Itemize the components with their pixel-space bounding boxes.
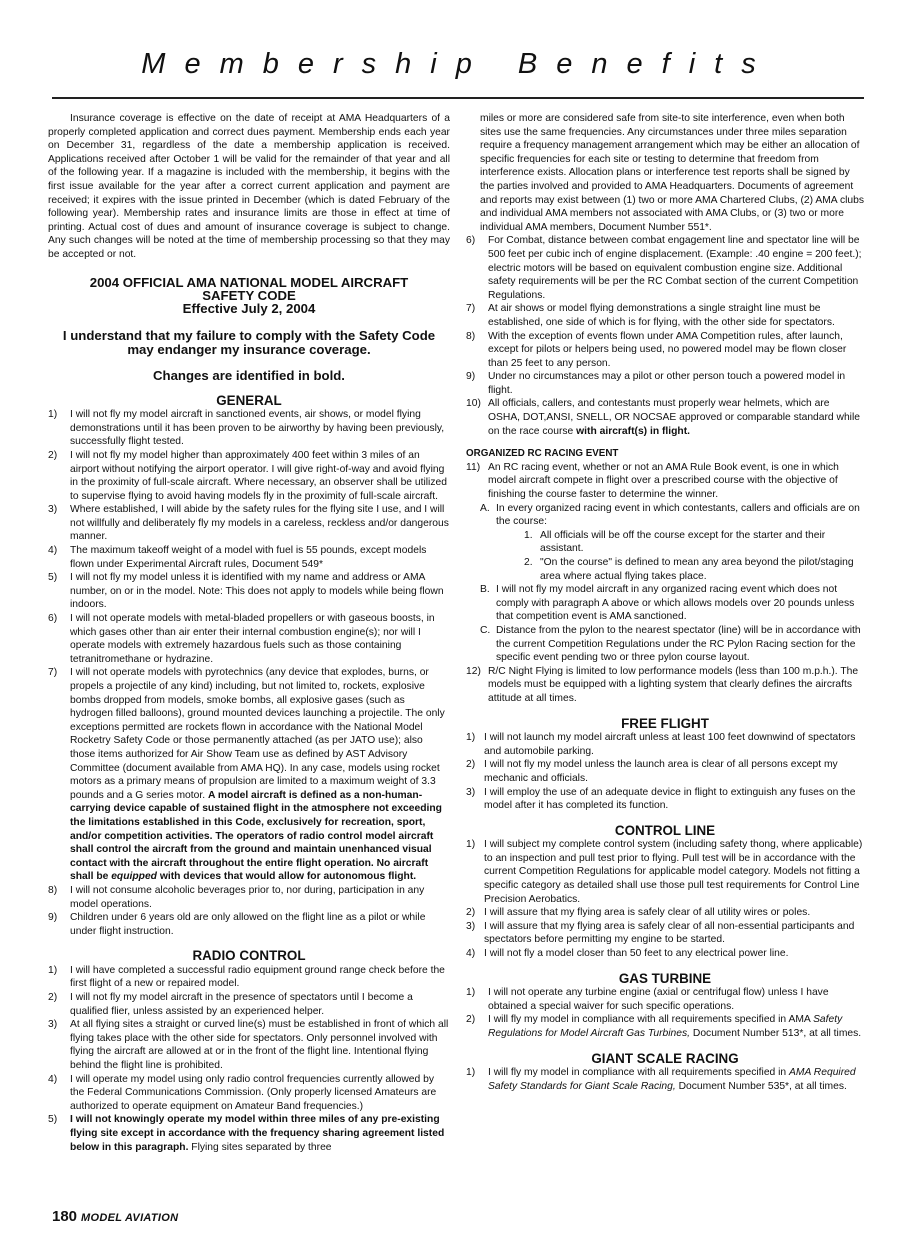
magazine-name: MODEL AVIATION (81, 1212, 179, 1224)
rc-racing-subheading: ORGANIZED RC RACING EVENT (466, 448, 619, 460)
control-line-heading: CONTROL LINE (614, 822, 716, 838)
gas-turbine-item-2: 2) I will fly my model in compliance with all requirements specified in AMA Safety Regulations for Model Aircraft Gas Turbines, Document Number 513*, at all times. (466, 1014, 862, 1039)
general-item-1: 1) I will not fly my model aircraft in sanctioned events, air shows, or model flying demonstrations until it has been proven to be airworthy by having been previously, successfully flight tested. (48, 409, 445, 448)
left-column (48, 112, 450, 1154)
radio-item-5-continued: miles or more are considered safe from site-to site interference, even when both sites use the same frequencies. Any circumstances under three miles separation require a frequency management arrangement which may be either an allocation of specific frequencies for each site or testing to determine that freedom from interference exists. Allocation plans or interference test reports shall be signed by the parties involved and provided to AMA Headquarters. Documents of agreement and reports may exist between (1) two or more AMA Chartered Clubs, (2) AMA clubs and individual AMA members not associated with AMA Clubs, or (3) two or more individual AMA members, Document Number 551*. (480, 113, 865, 233)
general-heading: GENERAL (216, 392, 282, 408)
code-title-effective: Effective July 2, 2004 (182, 300, 316, 316)
radio-item-9: 9) Under no circumstances may a pilot or other person touch a powered model in flight. (466, 371, 846, 396)
general-item-3: 3) Where established, I will abide by the safety rules for the flying site I use, and I will not willfully and deliberately fly my models in a careless, reckless and/or dangerous manner. (48, 504, 449, 543)
general-item-7: 7) I will not operate models with pyrotechnics (any device that explodes, burns, or propels a projectile of any kind) including, but not limited to, rockets, explosive bombs dropped from models, smoke bombs, all explosive gases (such as hydrogen filled balloons), ground mounted devices launching a projectile. The only exceptions permitted are rockets flown in accordance with the National Model Rocketry Safety Code or those permanently attached (as per JATO use); also those items authorized for Air Show Team use as defined by AST Advisory Committee (document available from AMA HQ). In any case, models using rocket motors as a primary means of propulsion are limited to a maximum weight of 3.3 pounds and a G series motor. A model aircraft is defined as a non-human-carrying device capable of sustained flight in the atmosphere not exceeding the limitations established in this Code, exclusively for recreation, sport, and/or competition activities. The operators of radio control model aircraft shall control the aircraft from the ground and maintain unenhanced visual contact with the aircraft throughout the entire flight operation. No aircraft shall be equipped with devices that would allow for autonomous flight. (48, 667, 445, 883)
radio-item-7: 7) At air shows or model flying demonstrations a single straight line must be established, one side of which is for flying, with the other side for spectators. (466, 303, 835, 328)
intro-paragraph: Insurance coverage is effective on the date of receipt at AMA Headquarters of a properly completed application and correct dues payment. Membership ends each year on December 31, regardless of the date a membership application is received. Applications received after October 1 will be valid for the remainder of that year and all of the following year. If a magazine is included with the membership, it begins with the first issue available for the year after a correct current application and payment are received; it expires with the issue printed in December (which is dated February of the following year). Membership rates and insurance limits are those in effect at time of printing. Actual cost of dues and amount of insurance coverage is subject to change. Any such changes will be noted at the time of membership processing so that they may be accepted or not. (48, 113, 450, 260)
page-footer (52, 1208, 178, 1225)
general-item-8: 8) I will not consume alcoholic beverages prior to, nor during, participation in any model operations. (48, 884, 425, 910)
radio-item-2: 2) I will not fly my model aircraft in the presence of spectators until I become a qualified flier, unless assisted by an experienced helper. (48, 992, 413, 1017)
free-flight-item-3: 3) I will employ the use of an adequate device in flight to extinguish any fuses on the model after it has completed its function. (466, 786, 856, 812)
rc-racing-item-12: 12) R/C Night Flying is limited to low performance models (less than 100 m.p.h.). The models must be equipped with a lighting system that clearly defines the aircrafts attitude at all times. (466, 665, 859, 704)
page-number: 180 (52, 1208, 78, 1225)
code-title-line2: SAFETY CODE (202, 287, 296, 303)
insurance-warning: I understand that my failure to comply with the Safety Code may endanger my insurance coverage. (62, 327, 436, 357)
free-flight-item-2: 2) I will not fly my model unless the launch area is clear of all persons except my mechanic and officials. (466, 759, 838, 784)
radio-item-5: 5) I will not knowingly operate my model within three miles of any pre-existing flying site except in accordance with the frequency sharing agreement listed below in this paragraph. Flying sites separated by three (48, 1114, 445, 1153)
free-flight-heading: FREE FLIGHT (621, 715, 709, 731)
radio-item-3: 3) At all flying sites a straight or curved line(s) must be established in front of which all flying takes place with the other side for spectators. Only personnel involved with flying the aircraft are allowed at or in the front of the flight line. Intentional flying behind the flight line is prohibited. (48, 1019, 449, 1072)
rc-racing-item-11: 11) An RC racing event, whether or not an AMA Rule Book event, is one in which model aircraft compete in flight over a prescribed course with the objective of finishing the course faster to determine the winner. (466, 461, 839, 501)
radio-item-6: 6) For Combat, distance between combat engagement line and spectator line will be 500 feet per cubic inch of engine displacement. (Example: .40 engine = 200 feet.); electric motors will be based on equivalent combustion engine size. Additional safety requirements will be per the RC Combat section of the current Competition Regulations. (466, 235, 862, 301)
general-item-4: 4) The maximum takeoff weight of a model with fuel is 55 pounds, except models flown under Experimental Aircraft rules, Document 549* (48, 545, 427, 570)
right-column (466, 112, 864, 1093)
free-flight-item-1: 1) I will not launch my model aircraft unless at least 100 feet downwind of spectators and automobile parking. (466, 732, 856, 757)
general-item-9: 9) Children under 6 years old are only allowed on the flight line as a pilot or while under flight instruction. (48, 912, 426, 937)
radio-item-8: 8) With the exception of events flown under AMA Competition rules, after launch, except for pilots or helpers being used, no powered model may be flown closer than 25 feet to any person. (466, 330, 847, 369)
rc-racing-item-c: C. Distance from the pylon to the nearest spectator (line) will be in accordance with the current Competition Regulations under the RC Pylon Racing section for the specific event pending two or three pylon course layout. (480, 624, 861, 664)
radio-item-10: 10) All officials, callers, and contestants must properly wear helmets, which are OSHA, DOT,ANSI, SNELL, OR NOCSAE approved or comparable standard while on the race course with aircraft(s) in flight. (466, 398, 860, 437)
control-line-item-4: 4) I will not fly a model closer than 50 feet to any electrical power line. (466, 948, 789, 960)
title-rule (52, 97, 864, 99)
general-item-5: 5) I will not fly my model unless it is identified with my name and address or AMA number, on or in the model. Note: This does not apply to models while being flown indoors. (48, 572, 444, 611)
radio-control-heading: RADIO CONTROL (192, 948, 306, 964)
general-item-6: 6) I will not operate models with metal-bladed propellers or with gaseous boosts, in which gases other than air enter their internal combustion engine(s); nor will I operate models with extremely hazardous fuels such as those containing tetranitromethane or hydrazine. (48, 613, 435, 665)
gas-turbine-item-1: 1) I will not operate any turbine engine (axial or centrifugal flow) unless I have obtained a special waiver for such specific operations. (466, 987, 829, 1012)
giant-scale-heading: GIANT SCALE RACING (591, 1050, 739, 1066)
gas-turbine-heading: GAS TURBINE (618, 970, 712, 986)
control-line-item-2: 2) I will assure that my flying area is safely clear of all utility wires or poles. (466, 907, 811, 919)
control-line-item-3: 3) I will assure that my flying area is safely clear of all non-essential participants and spectators before permitting my engine to be started. (466, 920, 855, 946)
rc-racing-item-a2: 2. "On the course" is defined to mean any area beyond the pilot/staging area where actual flying takes place. (524, 557, 854, 582)
code-title-line1: 2004 OFFICIAL AMA NATIONAL MODEL AIRCRAFT (89, 274, 409, 290)
giant-scale-item-1: 1) I will fly my model in compliance with all requirements specified in AMA Required Safety Standards for Giant Scale Racing, Document Number 535*, at all times. (466, 1067, 856, 1092)
radio-item-1: 1) I will have completed a successful radio equipment ground range check before the first flight of a new or repaired model. (48, 964, 445, 990)
control-line-item-1: 1) I will subject my complete control system (including safety thong, where applicable) to an inspection and pull test prior to flying. Pull test will be in accordance with the current Competition Regulations for applicable model category. Models not fitting a specific category as detailed shall use those pull test requirements for Control Line Precision Aerobatics. (466, 839, 863, 905)
radio-item-4: 4) I will operate my model using only radio control frequencies currently allowed by the Federal Communications Commission. (Only properly licensed Amateurs are authorized to operate equipment on Amateur Band frequencies.) (48, 1073, 437, 1112)
page-title: Membership Benefits (141, 48, 775, 80)
rc-racing-item-a: A. In every organized racing event in which contestants, callers and officials are on the course: (480, 502, 860, 528)
general-item-2: 2) I will not fly my model higher than approximately 400 feet within 3 miles of an airport without notifying the airport operator. I will give right-of-way and avoid flying in the proximity of full-scale aircraft. Where necessary, an observer shall be utilized to supervise flying to avoid having models fly in the proximity of full-scale aircraft. (48, 449, 447, 502)
rc-racing-item-b: B. I will not fly my model aircraft in any organized racing event which does not comply with paragraph A above or which allows models over 20 pounds unless that competition event is AMA sanctioned. (480, 584, 855, 623)
changes-note: Changes are identified in bold. (153, 367, 345, 383)
rc-racing-item-a1: 1. All officials will be off the course except for the starter and their assistant. (524, 529, 826, 555)
